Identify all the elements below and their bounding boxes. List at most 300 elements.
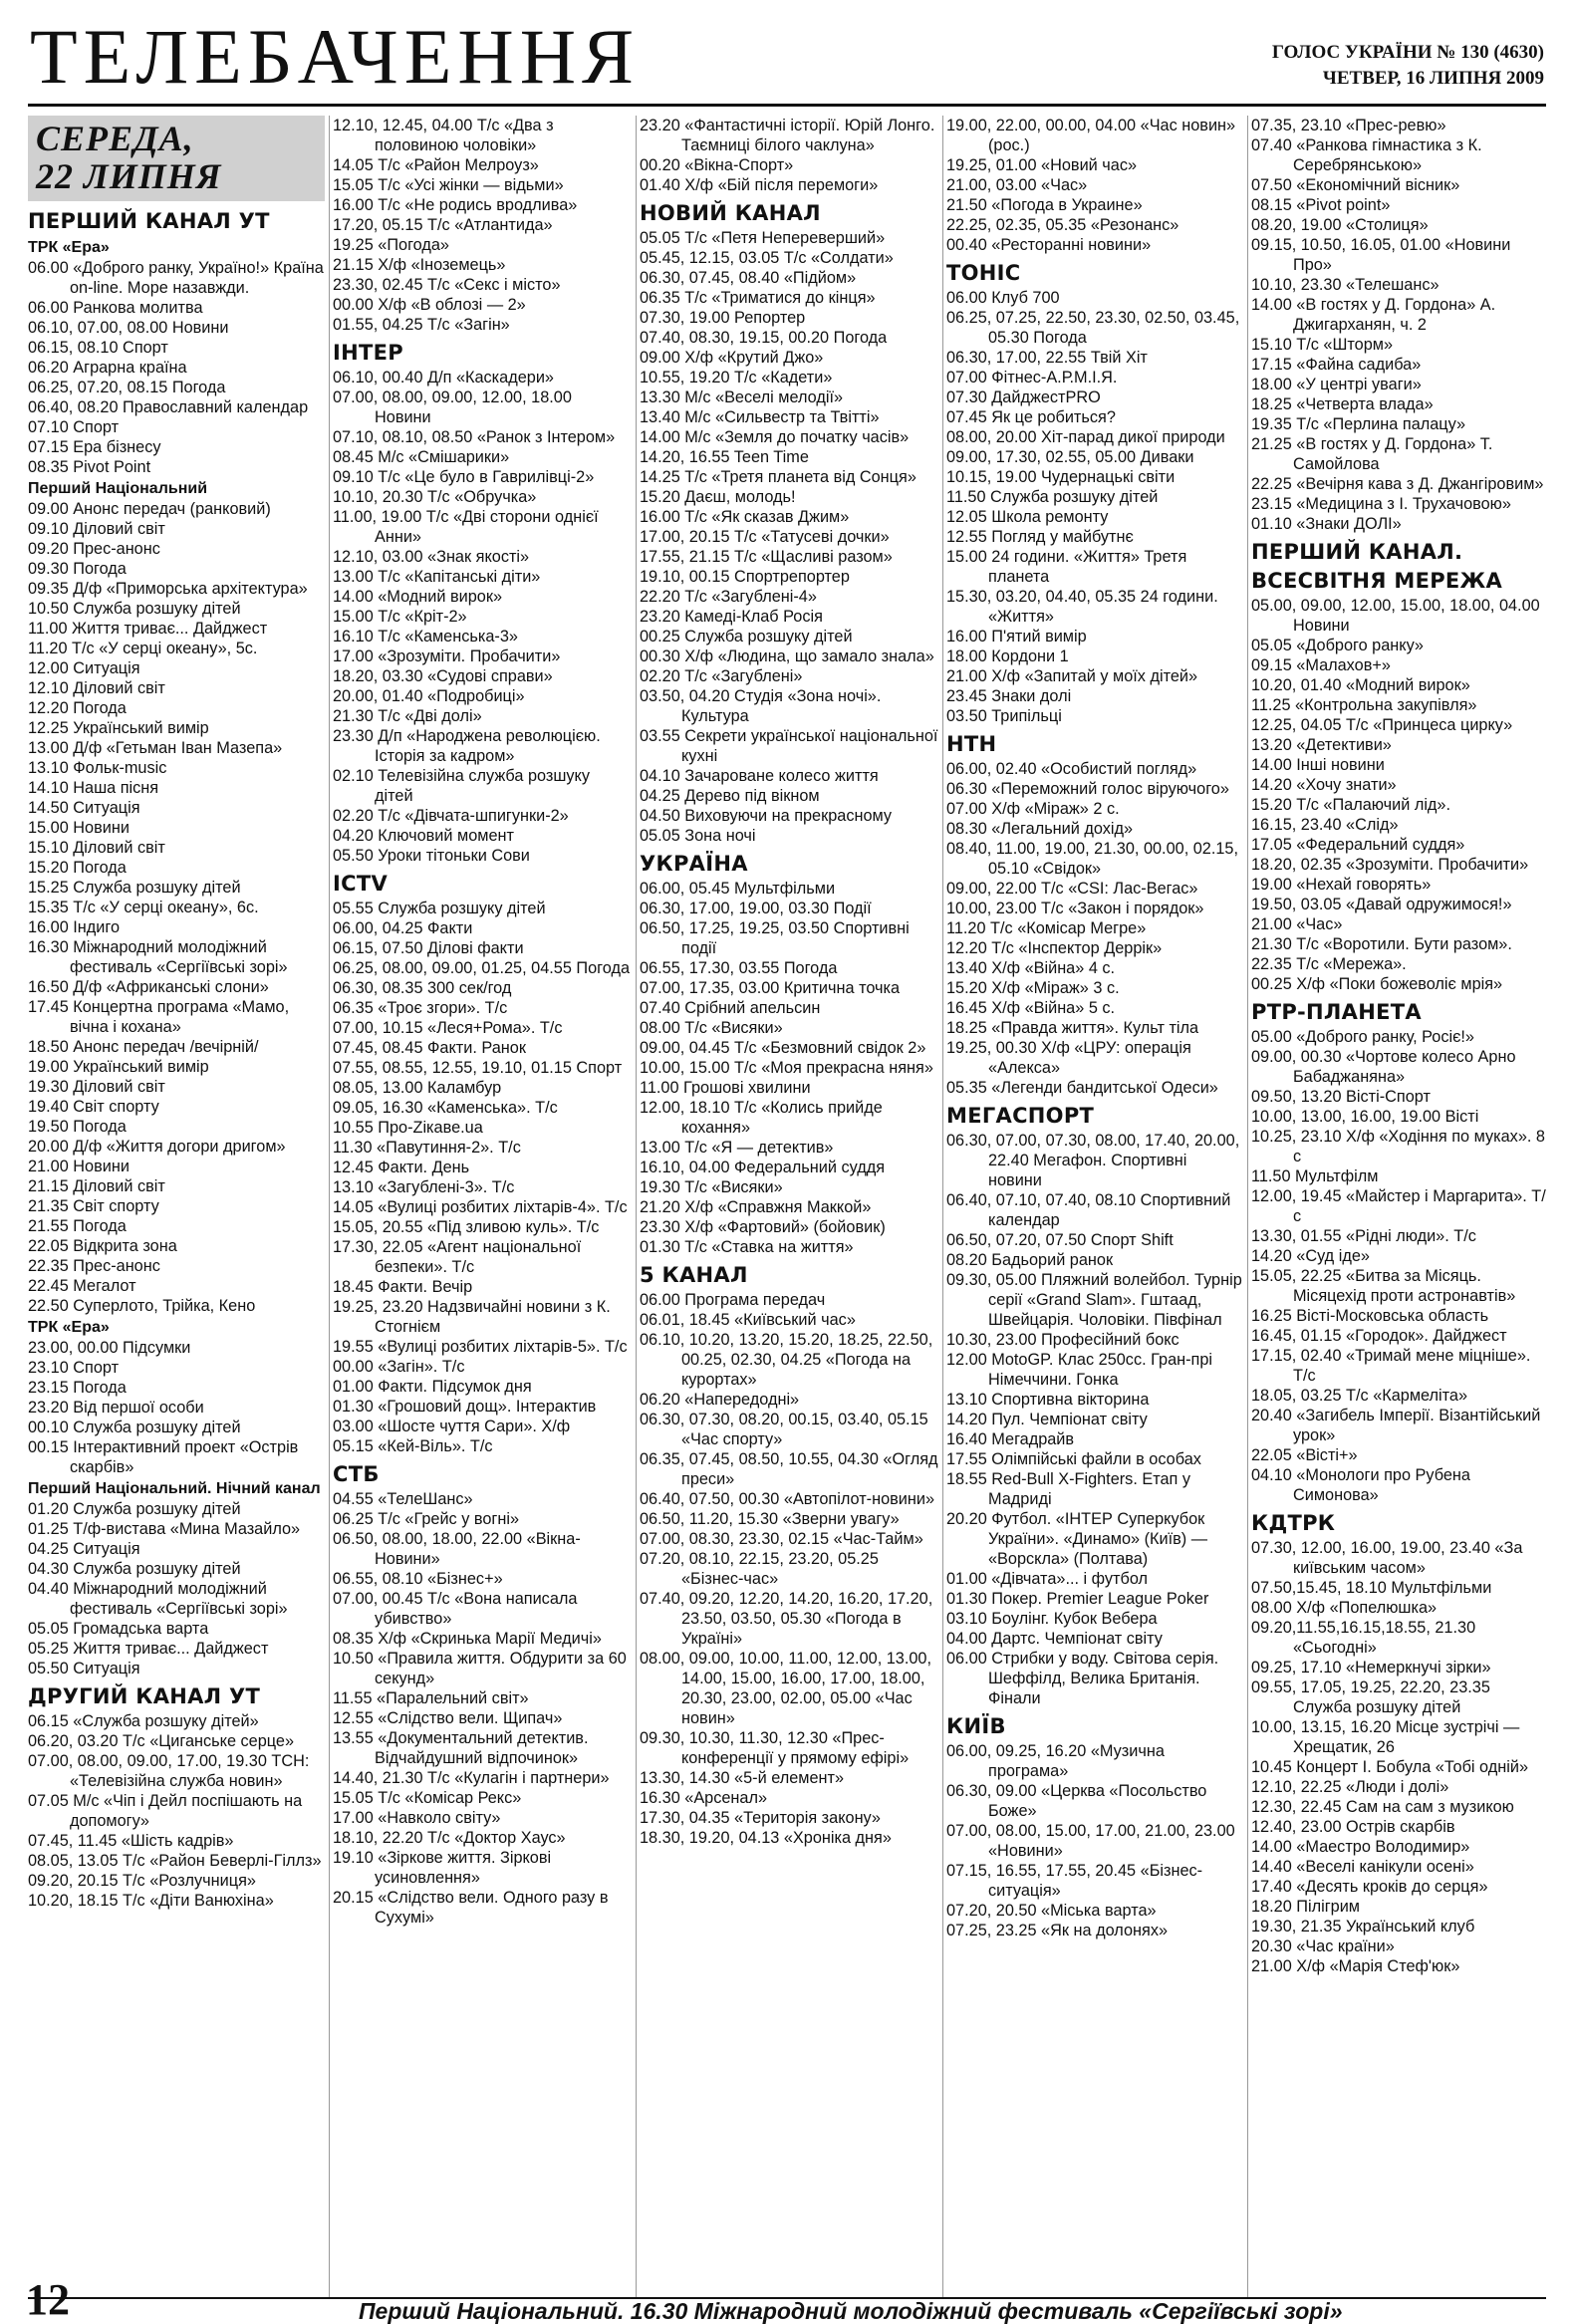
listing-entry: 00.25 Служба розшуку дітей — [640, 628, 853, 646]
listing-entry: 23.15 Погода — [28, 1379, 127, 1397]
listing-entry: 06.00, 09.25, 16.20 «Музична програма» — [946, 1742, 1165, 1780]
column-divider — [329, 116, 330, 2297]
listing-entry: 06.50, 07.20, 07.50 Спорт Shift — [946, 1231, 1174, 1249]
listing-entry: 17.00, 20.15 Т/с «Татусеві дочки» — [640, 528, 890, 546]
listing-entry: 12.25, 04.05 Т/с «Принцеса цирку» — [1251, 716, 1513, 734]
listing-entry: 19.35 Т/с «Перлина палацу» — [1251, 415, 1466, 433]
listing-entry: 14.40 «Веселі канікули осені» — [1251, 1858, 1474, 1876]
listing-entry: 01.00 «Дівчата»... і футбол — [946, 1570, 1149, 1588]
listing-entry: 12.45 Факти. День — [333, 1159, 470, 1176]
listing-entry: 23.20 Камеді-Клаб Росія — [640, 608, 823, 626]
day-date: 22 ЛИПНЯ — [36, 156, 222, 196]
listing-entry: 21.30 Т/с «Дві долі» — [333, 707, 482, 725]
channel-name: ICTV — [333, 872, 389, 896]
listing-entry: 16.30 «Арсенал» — [640, 1789, 768, 1807]
listing-entry: 19.25, 01.00 «Новий час» — [946, 156, 1138, 174]
listing-entry: 16.00 П'ятий вимір — [946, 628, 1087, 646]
listing-entry: 13.00 Т/с «Капітанські діти» — [333, 568, 541, 586]
listing-entry: 12.25 Український вимір — [28, 719, 209, 737]
listing-entry: 13.40 Х/ф «Війна» 4 с. — [946, 959, 1116, 977]
listing-entry: 16.30 Міжнародний молодіжний фестиваль «Сергіївські зорі» — [28, 938, 288, 976]
listing-entry: 19.25 «Погода» — [333, 236, 449, 254]
listing-entry: 07.30 ДайджестPRO — [946, 388, 1101, 406]
listing-entry: 11.00 Грошові хвилини — [640, 1079, 811, 1097]
listing-entry: 15.00 Новини — [28, 819, 130, 837]
listing-entry: 11.00 Життя триває... Дайджест — [28, 620, 268, 638]
listing-entry: 08.15 «Pivot point» — [1251, 196, 1391, 214]
listing-entry: 07.30, 19.00 Репортер — [640, 309, 806, 327]
header-rule — [28, 104, 1546, 107]
listing-entry: 01.40 Х/ф «Бій після перемоги» — [640, 176, 879, 194]
listing-entry: 04.25 Дерево під вікном — [640, 787, 820, 805]
listing-entry: 06.40, 07.10, 07.40, 08.10 Спортивний календар — [946, 1191, 1231, 1229]
listing-entry: 21.30 Т/с «Воротили. Бути разом». — [1251, 935, 1512, 953]
listing-entry: 16.15, 23.40 «Слід» — [1251, 816, 1399, 834]
channel-name: ПЕРШИЙ КАНАЛ. ВСЕСВІТНЯ МЕРЕЖА — [1251, 540, 1503, 593]
listing-entry: 15.25 Служба розшуку дітей — [28, 879, 241, 897]
listing-entry: 06.00 Ранкова молитва — [28, 299, 203, 317]
listing-entry: 06.20 Аграрна країна — [28, 359, 187, 377]
listing-entry: 01.30 Покер. Premier League Poker — [946, 1590, 1209, 1608]
listing-entry: 23.20 «Фантастичні історії. Юрій Лонго. Таємниці білого чаклуна» — [640, 117, 935, 154]
listing-entry: 02.20 Т/с «Дівчата-шпигунки-2» — [333, 807, 569, 825]
listing-entry: 22.50 Суперлото, Трійка, Кено — [28, 1297, 256, 1315]
listing-entry: 23.30 Д/п «Народжена революцією. Історія за кадром» — [333, 727, 601, 765]
listing-entry: 00.15 Інтерактивний проект «Острів скарбів» — [28, 1438, 299, 1476]
listing-entry: 15.20 Погода — [28, 859, 127, 877]
listing-entry: 06.50, 11.20, 15.30 «Зверни увагу» — [640, 1510, 900, 1528]
subchannel-name: ТРК «Ера» — [28, 1319, 110, 1336]
listing-entry: 07.00, 08.30, 23.30, 02.15 «Час-Тайм» — [640, 1530, 923, 1548]
listing-entry: 14.20 «Суд іде» — [1251, 1247, 1370, 1265]
listing-entry: 05.05 Т/с «Петя Непереверший» — [640, 229, 886, 247]
listing-entry: 06.50, 17.25, 19.25, 03.50 Спортивні події — [640, 919, 910, 957]
listing-entry: 23.30 Х/ф «Фартовий» (бойовик) — [640, 1218, 886, 1236]
listing-entry: 10.45 Концерт І. Бобула «Тобі одній» — [1251, 1758, 1529, 1776]
listing-entry: 15.20 Х/ф «Міраж» 3 с. — [946, 979, 1120, 997]
listing-entry: 07.00, 17.35, 03.00 Критична точка — [640, 979, 901, 997]
listing-entry: 18.20, 03.30 «Судові справи» — [333, 667, 553, 685]
listing-entry: 08.30 «Легальний дохід» — [946, 820, 1134, 838]
listing-entry: 19.00, 22.00, 00.00, 04.00 «Час новин» (рос.) — [946, 117, 1236, 154]
listing-entry: 05.35 «Легенди бандитської Одеси» — [946, 1079, 1218, 1097]
listing-entry: 12.10 Діловий світ — [28, 679, 165, 697]
listing-entry: 07.15, 16.55, 17.55, 20.45 «Бізнес-ситуація» — [946, 1862, 1203, 1900]
channel-name: НОВИЙ КАНАЛ — [640, 201, 821, 225]
listing-entry: 04.55 «ТелеШанс» — [333, 1490, 473, 1508]
listing-entry: 06.35 Т/с «Триматися до кінця» — [640, 289, 876, 307]
listing-entry: 15.05 Т/с «Комісар Рекс» — [333, 1789, 522, 1807]
listing-entry: 00.40 «Ресторанні новини» — [946, 236, 1152, 254]
listing-entry: 15.05, 20.55 «Під зливою куль». Т/с — [333, 1218, 600, 1236]
listing-entry: 06.15 «Служба розшуку дітей» — [28, 1712, 259, 1730]
listing-entry: 19.10 «Зіркове життя. Зіркові усиновлення» — [333, 1849, 552, 1887]
listing-entry: 07.50 «Економічний вісник» — [1251, 176, 1460, 194]
listing-entry: 13.10 Спортивна вікторина — [946, 1391, 1150, 1409]
listing-entry: 06.00, 04.25 Факти — [333, 919, 473, 937]
listing-entry: 09.30, 10.30, 11.30, 12.30 «Прес-конференції у прямому ефірі» — [640, 1729, 910, 1767]
listing-entry: 06.20, 03.20 Т/с «Циганське серце» — [28, 1732, 295, 1750]
listing-entry: 11.50 Мультфілм — [1251, 1167, 1379, 1185]
listing-entry: 10.25, 23.10 Х/ф «Ходіння по муках». 8 с — [1251, 1128, 1545, 1165]
listing-entry: 06.15, 07.50 Ділові факти — [333, 939, 524, 957]
subchannel-name: Перший Національний — [28, 480, 208, 497]
listing-entry: 10.10, 23.30 «Телешанс» — [1251, 276, 1440, 294]
listing-entry: 04.25 Ситуація — [28, 1540, 140, 1558]
listing-entry: 17.30, 22.05 «Агент національної безпеки». Т/с — [333, 1238, 582, 1276]
listing-entry: 07.00, 10.15 «Леся+Рома». Т/с — [333, 1019, 563, 1037]
listing-entry: 21.25 «В гостях у Д. Гордона» Т. Самойлова — [1251, 435, 1493, 473]
listing-entry: 14.25 Т/с «Третя планета від Сонця» — [640, 468, 916, 486]
listing-entry: 07.45, 08.45 Факти. Ранок — [333, 1039, 526, 1057]
listing-entry: 21.00 Х/ф «Марія Стеф'юк» — [1251, 1957, 1460, 1975]
listing-entry: 08.00, 20.00 Хіт-парад дикої природи — [946, 428, 1225, 446]
listing-entry: 07.35, 23.10 «Прес-ревю» — [1251, 117, 1446, 134]
listing-entry: 07.55, 08.55, 12.55, 19.10, 01.15 Спорт — [333, 1059, 623, 1077]
channel-name: ПЕРШИЙ КАНАЛ УТ — [28, 209, 270, 233]
listing-entry: 10.00, 13.00, 16.00, 19.00 Вісті — [1251, 1108, 1479, 1126]
listing-entry: 06.01, 18.45 «Київський час» — [640, 1311, 856, 1329]
listing-entry: 13.40 М/с «Сильвестр та Твітті» — [640, 408, 880, 426]
channel-name: ТОНІС — [946, 261, 1021, 285]
listing-entry: 00.20 «Вікна-Спорт» — [640, 156, 794, 174]
listing-entry: 06.10, 10.20, 13.20, 15.20, 18.25, 22.50, 00.25, 02.30, 04.25 «Погода на курортах» — [640, 1331, 933, 1389]
column-divider — [636, 116, 637, 2297]
listing-entry: 05.50 Ситуація — [28, 1660, 140, 1678]
listing-entry: 07.40, 09.20, 12.20, 14.20, 16.20, 17.20, 23.50, 03.50, 05.30 «Погода в Україні» — [640, 1590, 933, 1648]
listing-entry: 02.20 Т/с «Загублені» — [640, 667, 803, 685]
listing-entry: 09.00 Анонс передач (ранковий) — [28, 500, 271, 518]
listing-entry: 08.35 Pivot Point — [28, 458, 151, 476]
listing-entry: 05.05 Громадська варта — [28, 1620, 209, 1638]
listing-entry: 06.30, 07.45, 08.40 «Підйом» — [640, 269, 857, 287]
listing-entry: 06.30, 07.30, 08.20, 00.15, 03.40, 05.15 «Час спорту» — [640, 1411, 928, 1448]
listing-entry: 19.00 Український вимір — [28, 1058, 209, 1076]
channel-name: РТР-ПЛАНЕТА — [1251, 1000, 1422, 1024]
listing-entry: 03.55 Секрети української національної кухні — [640, 727, 938, 765]
listing-entry: 08.35 Х/ф «Скринька Марії Медичі» — [333, 1630, 602, 1648]
listing-entry: 18.05, 03.25 Т/с «Кармеліта» — [1251, 1387, 1468, 1405]
listing-entry: 19.10, 00.15 Спортрепортер — [640, 568, 850, 586]
listing-entry: 07.40 Срібний апельсин — [640, 999, 821, 1017]
listing-entry: 15.20 Т/с «Палаючий лід». — [1251, 796, 1451, 814]
listing-entry: 19.50 Погода — [28, 1118, 127, 1136]
column-divider — [1247, 116, 1248, 2297]
listing-entry: 07.00, 08.00, 09.00, 17.00, 19.30 ТСН: «Телевізійна служба новин» — [28, 1752, 310, 1790]
listing-entry: 07.20, 20.50 «Міська варта» — [946, 1902, 1157, 1920]
listing-entry: 06.30 «Переможний голос віруючого» — [946, 780, 1229, 798]
listing-entry: 07.10 Спорт — [28, 418, 120, 436]
listing-entry: 17.20, 05.15 Т/с «Атлантида» — [333, 216, 553, 234]
listing-entry: 05.00, 09.00, 12.00, 15.00, 18.00, 04.00 Новини — [1251, 597, 1540, 635]
listing-entry: 01.00 Факти. Підсумок дня — [333, 1378, 532, 1396]
listing-entry: 13.10 «Загублені-3». Т/с — [333, 1178, 515, 1196]
listing-entry: 22.05 «Вісті+» — [1251, 1446, 1358, 1464]
listing-entry: 01.25 Т/ф-вистава «Мина Мазайло» — [28, 1520, 301, 1538]
listing-entry: 14.20 «Хочу знати» — [1251, 776, 1397, 794]
listing-entry: 06.40, 07.50, 00.30 «Автопілот-новини» — [640, 1490, 935, 1508]
tv-listings — [28, 116, 1546, 2297]
listing-entry: 03.50, 04.20 Студія «Зона ночі». Культура — [640, 687, 882, 725]
listing-entry: 14.05 Т/с «Район Мелроуз» — [333, 156, 539, 174]
listing-entry: 22.45 Мегалот — [28, 1277, 136, 1295]
listing-entry: 15.00 24 години. «Життя» Третя планета — [946, 548, 1187, 586]
listing-entry: 12.55 Погляд у майбутнє — [946, 528, 1134, 546]
listing-entry: 11.50 Служба розшуку дітей — [946, 488, 1159, 506]
listing-entry: 06.30, 09.00 «Церква «Посольство Боже» — [946, 1782, 1207, 1820]
issue-info — [1272, 40, 1544, 92]
listing-entry: 06.00 Клуб 700 — [946, 289, 1060, 307]
listing-entry: 09.00, 22.00 Т/с «CSI: Лас-Вегас» — [946, 880, 1198, 898]
listing-entry: 13.55 «Документальний детектив. Відчайдушний відпочинок» — [333, 1729, 589, 1767]
listing-entry: 13.20 «Детективи» — [1251, 736, 1392, 754]
newspaper-name: ГОЛОС УКРАЇНИ № 130 (4630) — [1271, 42, 1544, 63]
listing-entry: 15.00 Т/с «Кріт-2» — [333, 608, 467, 626]
listing-entry: 08.00, 09.00, 10.00, 11.00, 12.00, 13.00, 14.00, 15.00, 16.00, 17.00, 18.00, 20.30, 23.00, 02.00, 05.00 «Час новин» — [640, 1650, 932, 1727]
listing-entry: 07.45 Як це робиться? — [946, 408, 1116, 426]
listing-entry: 01.30 Т/с «Ставка на життя» — [640, 1238, 854, 1256]
listing-entry: 09.25, 17.10 «Немеркнучі зірки» — [1251, 1659, 1491, 1677]
footer-promo: Перший Національний. 16.30 Міжнародний молодіжний фестиваль «Сергіївські зорі» — [359, 2298, 1343, 2324]
listing-entry: 19.50, 03.05 «Давай одружимося!» — [1251, 896, 1512, 913]
channel-name: ІНТЕР — [333, 341, 403, 365]
listing-entry: 19.30, 21.35 Український клуб — [1251, 1918, 1475, 1936]
listing-entry: 10.00, 15.00 Т/с «Моя прекрасна няня» — [640, 1059, 933, 1077]
listing-entry: 17.00 «Зрозуміти. Пробачити» — [333, 647, 561, 665]
listing-entry: 15.05 Т/с «Усі жінки — відьми» — [333, 176, 564, 194]
listing-entry: 20.20 Футбол. «ІНТЕР Суперкубок України». «Динамо» (Київ) — «Ворскла» (Полтава) — [946, 1510, 1208, 1568]
listing-entry: 04.50 Виховуючи на прекрасному — [640, 807, 893, 825]
listing-entry: 15.20 Даєш, молодь! — [640, 488, 796, 506]
listing-entry: 18.50 Анонс передач /вечірній/ — [28, 1038, 259, 1056]
listing-entry: 12.10, 03.00 «Знак якості» — [333, 548, 530, 566]
listing-entry: 16.45, 01.15 «Городок». Дайджест — [1251, 1327, 1507, 1345]
listing-entry: 08.45 М/с «Смішарики» — [333, 448, 510, 466]
column-divider — [942, 116, 943, 2297]
listing-entry: 21.55 Погода — [28, 1217, 127, 1235]
listing-entry: 23.30, 02.45 Т/с «Секс і місто» — [333, 276, 561, 294]
listing-entry: 22.05 Відкрита зона — [28, 1237, 177, 1255]
listing-entry: 18.55 Red-Bull X-Fighters. Етап у Мадриді — [946, 1470, 1191, 1508]
listing-entry: 10.20, 18.15 Т/с «Діти Ванюхіна» — [28, 1892, 274, 1910]
listing-column-2 — [333, 116, 630, 2297]
listing-entry: 14.00 М/с «Земля до початку часів» — [640, 428, 910, 446]
listing-entry: 13.30, 14.30 «5-й елемент» — [640, 1769, 845, 1787]
listing-entry: 06.15, 08.10 Спорт — [28, 339, 168, 357]
listing-entry: 09.50, 13.20 Вісті-Спорт — [1251, 1088, 1431, 1106]
listing-entry: 14.00 «В гостях у Д. Гордона» А. Джигарханян, ч. 2 — [1251, 296, 1496, 334]
listing-entry: 04.40 Міжнародний молодіжний фестиваль «Сергіївські зорі» — [28, 1580, 288, 1618]
listing-entry: 13.30 М/с «Веселі мелодії» — [640, 388, 844, 406]
listing-entry: 13.00 Д/ф «Гетьман Іван Мазепа» — [28, 739, 283, 757]
listing-entry: 10.55 Про-Zікаве.ua — [333, 1119, 483, 1137]
channel-name: СТБ — [333, 1462, 380, 1486]
listing-entry: 18.00 Кордони 1 — [946, 647, 1069, 665]
listing-entry: 13.10 Фольк-music — [28, 759, 167, 777]
listing-entry: 21.00 «Час» — [1251, 915, 1343, 933]
listing-entry: 19.00 «Нехай говорять» — [1251, 876, 1432, 894]
channel-name: КИЇВ — [946, 1714, 1006, 1738]
listing-entry: 10.15, 19.00 Чудернацькі світи — [946, 468, 1176, 486]
listing-entry: 11.20 Т/с «Комісар Мегре» — [946, 919, 1147, 937]
listing-entry: 17.55 Олімпійські файли в особах — [946, 1450, 1201, 1468]
channel-name: КДТРК — [1251, 1511, 1336, 1535]
listing-entry: 06.25, 07.25, 22.50, 23.30, 02.50, 03.45, 05.30 Погода — [946, 309, 1240, 347]
listing-entry: 03.50 Трипільці — [946, 707, 1062, 725]
listing-entry: 14.05 «Вулиці розбитих ліхтарів-4». Т/с — [333, 1198, 628, 1216]
listing-entry: 09.15 «Малахов+» — [1251, 656, 1391, 674]
listing-entry: 18.00 «У центрі уваги» — [1251, 376, 1422, 393]
listing-entry: 00.30 Х/ф «Людина, що замало знала» — [640, 647, 934, 665]
listing-entry: 12.00 Ситуація — [28, 659, 140, 677]
listing-entry: 05.05 «Доброго ранку» — [1251, 637, 1424, 654]
listing-entry: 05.50 Уроки тітоньки Сови — [333, 847, 530, 865]
listing-entry: 22.35 Прес-анонс — [28, 1257, 160, 1275]
listing-column-3 — [640, 116, 938, 2297]
listing-entry: 06.50, 08.00, 18.00, 22.00 «Вікна-Новини» — [333, 1530, 581, 1568]
day-heading — [28, 116, 325, 201]
masthead — [30, 13, 1544, 100]
listing-entry: 04.10 «Монологи про Рубена Симонова» — [1251, 1466, 1470, 1504]
listing-entry: 14.00 «Модний вирок» — [333, 588, 502, 606]
listing-entry: 16.00 Т/с «Не родись вродлива» — [333, 196, 578, 214]
listing-entry: 20.40 «Загибель Імперії. Візантійський урок» — [1251, 1407, 1541, 1444]
listing-entry: 02.10 Телевізійна служба розшуку дітей — [333, 767, 590, 805]
listing-entry: 06.30, 17.00, 19.00, 03.30 Події — [640, 900, 872, 917]
listing-entry: 07.50,15.45, 18.10 Мультфільми — [1251, 1579, 1492, 1597]
listing-entry: 06.25, 08.00, 09.00, 01.25, 04.55 Погода — [333, 959, 630, 977]
listing-entry: 05.45, 12.15, 03.05 Т/с «Солдати» — [640, 249, 894, 267]
listing-entry: 09.35 Д/ф «Приморська архітектура» — [28, 580, 308, 598]
listing-entry: 12.55 «Слідство вели. Щипач» — [333, 1709, 563, 1727]
listing-entry: 18.10, 22.20 Т/с «Доктор Хаус» — [333, 1829, 566, 1847]
listing-entry: 11.30 «Павутиння-2». Т/с — [333, 1139, 521, 1157]
listing-entry: 08.20 Бадьорий ранок — [946, 1251, 1114, 1269]
listing-entry: 06.55, 17.30, 03.55 Погода — [640, 959, 838, 977]
listing-entry: 17.15 «Файна садиба» — [1251, 356, 1422, 374]
listing-entry: 00.10 Служба розшуку дітей — [28, 1419, 241, 1436]
listing-entry: 06.20 «Напередодні» — [640, 1391, 800, 1409]
listing-entry: 21.35 Світ спорту — [28, 1197, 159, 1215]
listing-entry: 12.20 Т/с «Інспектор Деррік» — [946, 939, 1163, 957]
listing-entry: 00.00 Х/ф «В облозі — 2» — [333, 296, 526, 314]
listing-entry: 08.40, 11.00, 19.00, 21.30, 00.00, 02.15, 05.10 «Свідок» — [946, 840, 1239, 878]
listing-entry: 10.50 «Правила життя. Обдурити за 60 секунд» — [333, 1650, 627, 1687]
listing-entry: 15.10 Т/с «Шторм» — [1251, 336, 1394, 354]
listing-entry: 14.50 Ситуація — [28, 799, 140, 817]
listing-entry: 10.55, 19.20 Т/с «Кадети» — [640, 369, 833, 387]
listing-entry: 06.10, 00.40 Д/п «Каскадери» — [333, 369, 554, 387]
listing-entry: 07.00, 08.00, 09.00, 12.00, 18.00 Новини — [333, 388, 572, 426]
listing-entry: 06.00 Програма передач — [640, 1291, 826, 1309]
section-title: ТЕЛЕБАЧЕННЯ — [30, 13, 641, 100]
listing-column-5 — [1251, 116, 1546, 2297]
listing-entry: 07.40, 08.30, 19.15, 00.20 Погода — [640, 329, 888, 347]
listing-entry: 00.00 «Загін». Т/с — [333, 1358, 465, 1376]
listing-entry: 19.30 Т/с «Висяки» — [640, 1178, 783, 1196]
listing-entry: 14.20 Пул. Чемпіонат світу — [946, 1411, 1148, 1428]
listing-entry: 09.10 Т/с «Це було в Гаврилівці-2» — [333, 468, 595, 486]
listing-entry: 19.30 Діловий світ — [28, 1078, 165, 1096]
listing-entry: 09.20,11.55,16.15,18.55, 21.30 «Сьогодні» — [1251, 1619, 1476, 1657]
listing-entry: 16.10 Т/с «Каменська-3» — [333, 628, 518, 646]
day-name: СЕРЕДА, — [36, 119, 194, 158]
listing-entry: 10.00, 13.15, 16.20 Місце зустрічі — Хрещатик, 26 — [1251, 1718, 1520, 1756]
listing-entry: 14.00 Інші новини — [1251, 756, 1385, 774]
listing-entry: 17.55, 21.15 Т/с «Щасливі разом» — [640, 548, 893, 566]
listing-entry: 11.00, 19.00 Т/с «Дві сторони однієї Анни» — [333, 508, 599, 546]
listing-entry: 17.40 «Десять кроків до серця» — [1251, 1878, 1488, 1896]
listing-entry: 09.00 Х/ф «Крутий Джо» — [640, 349, 824, 367]
listing-entry: 12.40, 23.00 Острів скарбів — [1251, 1818, 1455, 1836]
listing-entry: 09.00, 00.30 «Чортове колесо Арно Бабаджаняна» — [1251, 1048, 1516, 1086]
listing-entry: 22.20 Т/с «Загублені-4» — [640, 588, 817, 606]
listing-entry: 20.30 «Час країни» — [1251, 1937, 1395, 1955]
listing-entry: 17.00 «Навколо світу» — [333, 1809, 501, 1827]
channel-name: ДРУГИЙ КАНАЛ УТ — [28, 1684, 261, 1708]
listing-entry: 06.00, 02.40 «Особистий погляд» — [946, 760, 1197, 778]
listing-entry: 11.20 Т/с «У серці океану», 5с. — [28, 640, 258, 657]
listing-entry: 16.40 Мегадрайв — [946, 1430, 1075, 1448]
listing-entry: 23.15 «Медицина з І. Трухачовою» — [1251, 495, 1511, 513]
listing-entry: 06.35 «Троє згори». Т/с — [333, 999, 508, 1017]
listing-entry: 17.30, 04.35 «Територія закону» — [640, 1809, 881, 1827]
listing-entry: 18.25 «Правда життя». Культ тіла — [946, 1019, 1199, 1037]
channel-name: НТН — [946, 732, 997, 756]
listing-entry: 09.10 Діловий світ — [28, 520, 165, 538]
listing-entry: 10.10, 20.30 Т/с «Обручка» — [333, 488, 537, 506]
listing-entry: 16.00 Індиго — [28, 918, 121, 936]
listing-entry: 12.00, 19.45 «Майстер і Маргарита». Т/с — [1251, 1187, 1546, 1225]
listing-entry: 17.45 Концертна програма «Мамо, вічна і кохана» — [28, 998, 290, 1036]
listing-entry: 01.55, 04.25 Т/с «Загін» — [333, 316, 510, 334]
listing-entry: 16.25 Вісті-Московська область — [1251, 1307, 1489, 1325]
listing-entry: 21.00 Новини — [28, 1158, 130, 1175]
listing-entry: 05.25 Життя триває... Дайджест — [28, 1640, 269, 1658]
listing-entry: 12.05 Школа ремонту — [946, 508, 1109, 526]
listing-entry: 17.15, 02.40 «Тримай мене міцніше». Т/с — [1251, 1347, 1531, 1385]
listing-entry: 08.20, 19.00 «Столиця» — [1251, 216, 1429, 234]
listing-entry: 08.00 Т/с «Висяки» — [640, 1019, 783, 1037]
listing-entry: 12.20 Погода — [28, 699, 127, 717]
listing-entry: 06.30, 08.35 300 сек/год — [333, 979, 512, 997]
channel-name: УКРАЇНА — [640, 852, 748, 876]
listing-entry: 01.30 «Грошовий дощ». Інтерактив — [333, 1398, 597, 1416]
listing-entry: 05.05 Зона ночі — [640, 827, 756, 845]
listing-entry: 12.30, 22.45 Сам на сам з музикою — [1251, 1798, 1514, 1816]
listing-entry: 15.05, 22.25 «Битва за Місяць. Місяцехід проти астронавтів» — [1251, 1267, 1516, 1305]
listing-entry: 20.00, 01.40 «Подробиці» — [333, 687, 525, 705]
listing-entry: 07.10, 08.10, 08.50 «Ранок з Інтером» — [333, 428, 616, 446]
listing-entry: 01.20 Служба розшуку дітей — [28, 1500, 241, 1518]
listing-entry: 19.25, 23.20 Надзвичайні новини з К. Стогнієм — [333, 1298, 611, 1336]
listing-entry: 18.25 «Четверта влада» — [1251, 395, 1434, 413]
listing-entry: 10.30, 23.00 Професійний бокс — [946, 1331, 1179, 1349]
listing-entry: 07.00, 08.00, 15.00, 17.00, 21.00, 23.00 «Новини» — [946, 1822, 1235, 1860]
listing-entry: 22.25 «Вечірня кава з Д. Джангіровим» — [1251, 475, 1544, 493]
listing-entry: 21.00, 03.00 «Час» — [946, 176, 1088, 194]
listing-entry: 15.35 Т/с «У серці океану», 6с. — [28, 899, 259, 916]
listing-entry: 12.00 MotoGP. Клас 250сс. Гран-прі Німеччини. Гонка — [946, 1351, 1213, 1389]
listing-entry: 06.00, 05.45 Мультфільми — [640, 880, 836, 898]
listing-entry: 03.10 Боулінг. Кубок Вебера — [946, 1610, 1158, 1628]
listing-entry: 08.00 Х/ф «Попелюшка» — [1251, 1599, 1438, 1617]
listing-entry: 07.00 Х/ф «Міраж» 2 с. — [946, 800, 1120, 818]
listing-entry: 05.55 Служба розшуку дітей — [333, 900, 546, 917]
listing-entry: 21.15 Діловий світ — [28, 1177, 165, 1195]
listing-entry: 19.25, 00.30 Х/ф «ЦРУ: операція «Алекса» — [946, 1039, 1191, 1077]
listing-entry: 16.00 Т/с «Як сказав Джим» — [640, 508, 850, 526]
